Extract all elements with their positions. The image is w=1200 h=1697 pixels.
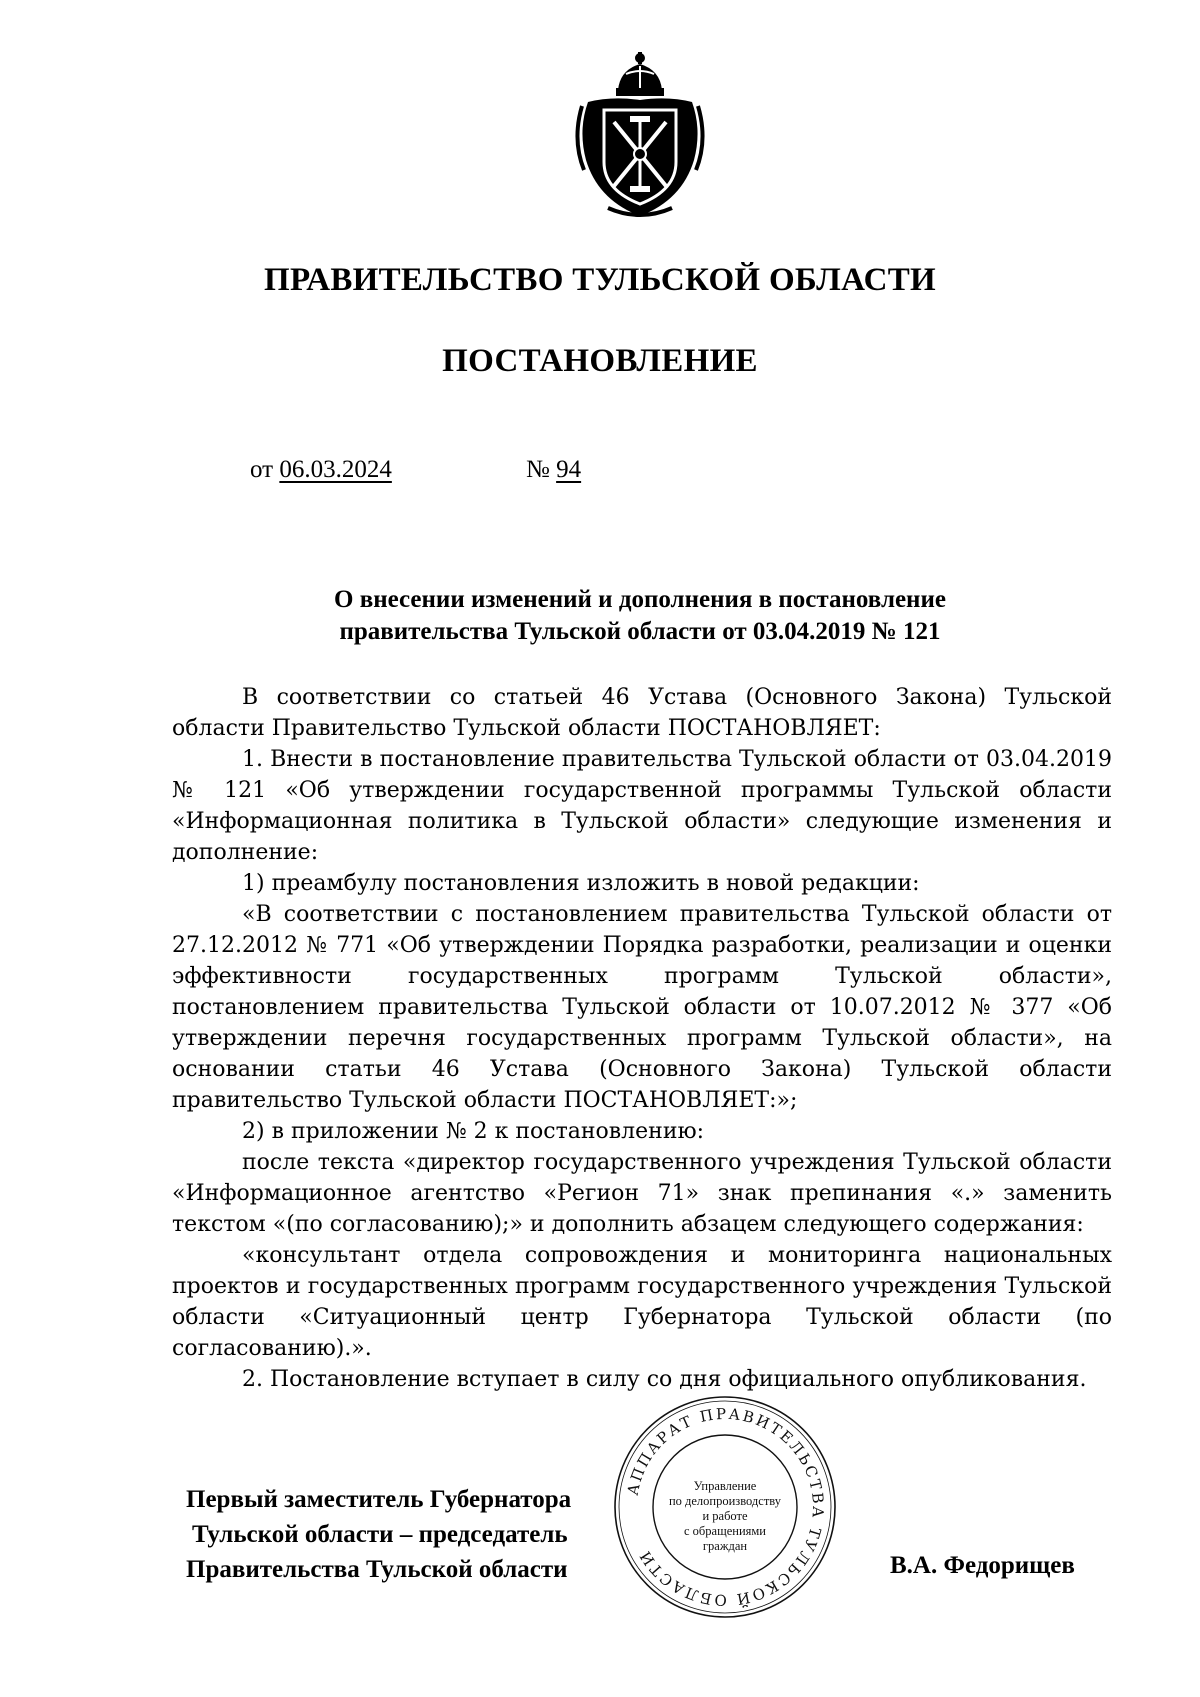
document-subject <box>170 584 1110 648</box>
signer-name: В.А. Федорищев <box>890 1552 1075 1579</box>
body-paragraph: 2) в приложении № 2 к постановлению: <box>242 1119 705 1144</box>
subject-line-2: правительства Тульской области от 03.04.2019 № 121 <box>339 618 941 645</box>
signature-position <box>186 1482 571 1587</box>
body-paragraph: 2. Постановление вступает в силу со дня официального опубликования. <box>242 1367 1087 1392</box>
crown-icon <box>616 52 664 96</box>
stamp-inner-text <box>640 1479 810 1554</box>
document-body <box>172 682 1112 1395</box>
coat-of-arms-emblem <box>568 50 712 222</box>
subject-line-1: О внесении изменений и дополнения в постановление <box>334 586 946 613</box>
number-prefix: № <box>526 456 550 483</box>
stamp-inner-line: Управление <box>693 1479 757 1493</box>
number-group <box>526 456 581 484</box>
organization-title: ПРАВИТЕЛЬСТВО ТУЛЬСКОЙ ОБЛАСТИ <box>264 262 936 298</box>
document-number: 94 <box>556 456 582 483</box>
body-paragraph: В соответствии со статьей 46 Устава (Основного Закона) Тульской области Правительство Тульской области ПОСТАНОВЛЯЕТ: <box>172 685 1112 741</box>
date-prefix: от <box>250 456 274 483</box>
position-line-1: Первый заместитель Губернатора <box>186 1486 572 1513</box>
shield-icon <box>577 98 702 216</box>
document-type-title: ПОСТАНОВЛЕНИЕ <box>442 343 758 379</box>
position-line-3: Правительства Тульской области <box>186 1556 568 1583</box>
stamp-inner-line: по делопроизводству <box>668 1494 782 1508</box>
document-date: 06.03.2024 <box>279 456 392 483</box>
stamp-inner-line: и работе <box>702 1509 748 1523</box>
body-paragraph: «консультант отдела сопровождения и мониторинга национальных проектов и государственных программ государственного учреждения Тульской области «Ситуационный центр Губернатора Тульской области (по согласованию).». <box>172 1243 1112 1361</box>
stamp-ring-text: АППАРАТ ПРАВИТЕЛЬСТВА ТУЛЬСКОЙ ОБЛАСТИ <box>623 1404 828 1610</box>
position-line-2: Тульской области – председатель <box>192 1521 568 1548</box>
stamp-inner-line: граждан <box>702 1539 748 1553</box>
stamp-inner-line: с обращениями <box>684 1524 766 1538</box>
body-paragraph: «В соответствии с постановлением правительства Тульской области от 27.12.2012 № 771 «Об утверждении Порядка разработки, реализации и оценки эффективности государственных программ Тульской области», постановлением правительства Тульской области от 10.07.2012 № 377 «Об утверждении перечня государственных программ Тульской области», на основании статьи 46 Устава (Основного Закона) Тульской области правительство Тульской области ПОСТАНОВЛЯЕТ:»; <box>172 902 1112 1113</box>
body-paragraph: после текста «директор государственного учреждения Тульской области «Информационное агентство «Регион 71» знак препинания «.» заменить текстом «(по согласованию);» и дополнить абзацем следующего содержания: <box>172 1150 1112 1237</box>
date-number-line <box>250 456 582 484</box>
body-paragraph: 1. Внести в постановление правительства Тульской области от 03.04.2019 № 121 «Об утверждении государственной программы Тульской области «Информационная политика в Тульской области» следующие изменения и дополнение: <box>172 747 1112 865</box>
body-paragraph: 1) преамбулу постановления изложить в новой редакции: <box>242 871 920 896</box>
